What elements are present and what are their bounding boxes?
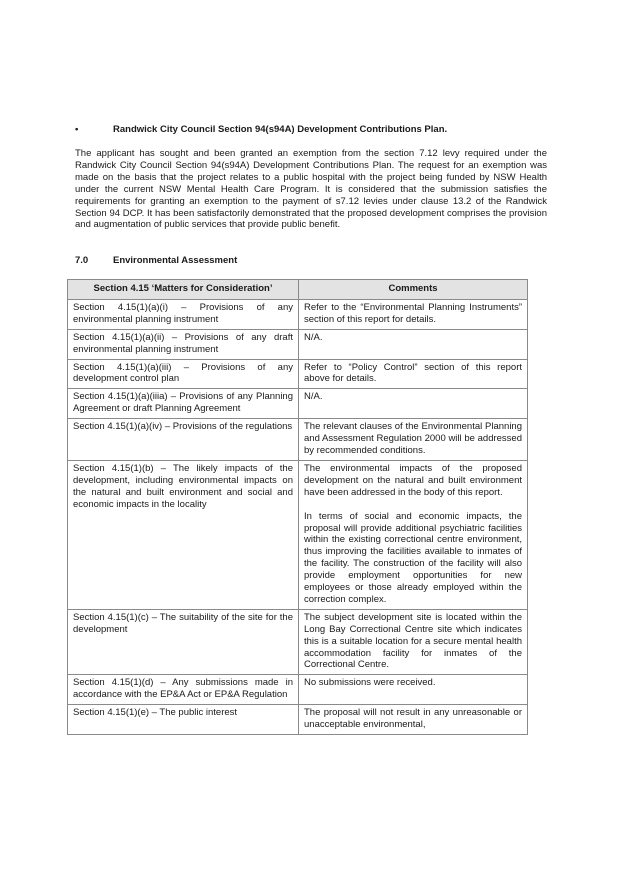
contributions-paragraph: The applicant has sought and been granted an exemption from the section 7.12 levy required under the Randwick City Council Section 94(s94A) Development Contributions Plan. The request for an exemption was made on the basis that the project relates to a public hospital with the project being funded by NSW Health under the current NSW Mental Health Care Program. It is considered that the submission satisfies the requirements for granting an exemption to the payment of s7.12 levies under clause 13.2 of the Randwick Section 94 DCP. It has been satisfactorily demonstrated that the proposed development comprises the provision and augmentation of public services that provide public benefit. (75, 148, 547, 231)
table-row (68, 299, 528, 329)
table-row (68, 329, 528, 359)
comment-text: N/A. (304, 391, 323, 403)
comment-cell (299, 299, 528, 329)
matter-cell: Section 4.15(1)(a)(iii) – Provisions of any development control plan (68, 359, 299, 389)
comment-cell (299, 609, 528, 675)
table-row (68, 389, 528, 419)
section-number: 7.0 (75, 255, 89, 266)
comment-cell (299, 419, 528, 461)
comment-text: The relevant clauses of the Environmental Planning and Assessment Regulation 2000 will be addressed by recommended conditions. (304, 421, 522, 456)
table-row (68, 359, 528, 389)
comment-text: The subject development site is located within the Long Bay Correctional Centre site which indicates this is a suitable location for a secure mental health accommodation facility for inmates of the Correctional Centre. (304, 611, 522, 671)
matters-table (67, 279, 528, 735)
table-row (68, 419, 528, 461)
matter-cell: Section 4.15(1)(d) – Any submissions made in accordance with the EP&A Act or EP&A Regulation (68, 675, 299, 705)
comment-text: N/A. (304, 331, 323, 343)
comment-text: Refer to the “Environmental Planning Instruments” section of this report for details. (304, 301, 522, 325)
comment-cell (299, 389, 528, 419)
comment-cell (299, 705, 528, 735)
table-header-row (68, 280, 528, 300)
table-row (68, 609, 528, 675)
section-heading (75, 255, 237, 266)
comment-text: Refer to “Policy Control” section of this report above for details. (304, 361, 522, 385)
table-row (68, 705, 528, 735)
table-row (68, 675, 528, 705)
matter-cell: Section 4.15(1)(e) – The public interest (68, 705, 299, 735)
header-matters: Section 4.15 ‘Matters for Consideration’ (68, 280, 299, 300)
comment-text: No submissions were received. (304, 677, 436, 689)
comment-cell (299, 675, 528, 705)
comment-cell (299, 460, 528, 609)
comment-text: The environmental impacts of the proposed development on the natural and built environment have been addressed in the body of this report. (304, 462, 522, 498)
section-title: Environmental Assessment (113, 255, 238, 266)
matter-cell: Section 4.15(1)(a)(ii) – Provisions of any draft environmental planning instrument (68, 329, 299, 359)
bullet-heading-text: Randwick City Council Section 94(s94A) Development Contributions Plan. (113, 124, 448, 135)
comment-cell (299, 329, 528, 359)
comment-text: In terms of social and economic impacts, the proposal will provide additional psychiatric facilities within the existing correctional centre environment, thus improving the facilities available to inmates of the facility. The construction of the facility will also provide employment opportunities for new employees or those already employed within the correction complex. (304, 510, 522, 605)
matter-cell: Section 4.15(1)(a)(i) – Provisions of any environmental planning instrument (68, 299, 299, 329)
matter-cell: Section 4.15(1)(b) – The likely impacts of the development, including environmental impacts on the natural and built environment and social and economic impacts in the locality (68, 460, 299, 609)
comment-text: The proposal will not result in any unreasonable or unacceptable environmental, (304, 707, 522, 731)
comment-cell (299, 359, 528, 389)
matter-cell: Section 4.15(1)(a)(iiia) – Provisions of any Planning Agreement or draft Planning Agreement (68, 389, 299, 419)
bullet-heading (75, 124, 447, 135)
bullet-symbol: • (75, 124, 79, 135)
header-comments: Comments (299, 280, 528, 300)
matter-cell: Section 4.15(1)(a)(iv) – Provisions of the regulations (68, 419, 299, 461)
matter-cell: Section 4.15(1)(c) – The suitability of the site for the development (68, 609, 299, 675)
table-row (68, 460, 528, 609)
